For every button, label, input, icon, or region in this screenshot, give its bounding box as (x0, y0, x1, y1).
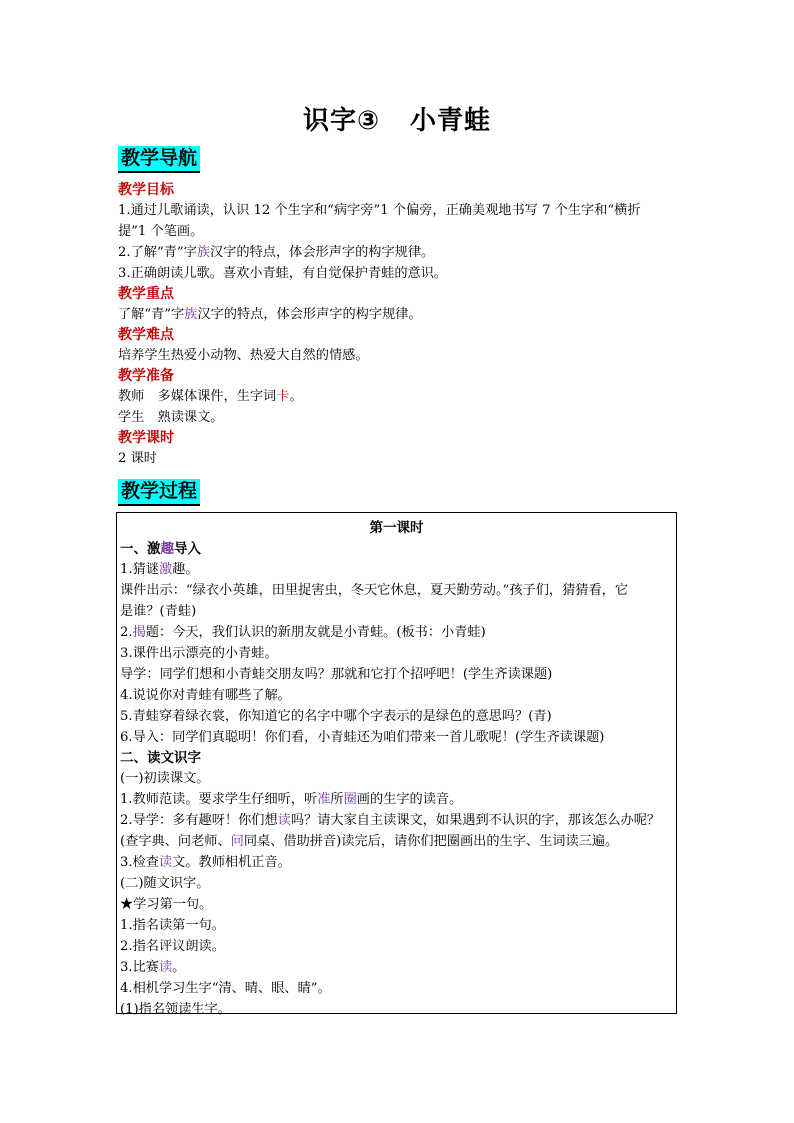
lesson-box (116, 512, 677, 1017)
lesson-line: 3.检查读文。教师相机正音。 (120, 855, 291, 870)
lesson-line: 6.导入：同学们真聪明！你们看，小青蛙还为咱们带来一首儿歌呢！(学生齐读课题) (120, 730, 605, 745)
prep-teacher: 教师 多媒体课件，生字词卡。 (118, 389, 303, 404)
lesson-line: 3.课件出示漂亮的小青蛙。 (120, 646, 278, 661)
difficulty-heading: 教学难点 (118, 327, 174, 343)
lesson-line: 是谁？(青蛙) (120, 604, 197, 619)
title-part-1: 识字③ (302, 106, 380, 136)
lesson-line: 2.揭题：今天，我们认识的新朋友就是小青蛙。(板书：小青蛙) (120, 625, 486, 640)
lesson-title: 第一课时 (369, 520, 424, 536)
lesson-line: 课件出示：“绿衣小英雄，田里捉害虫，冬天它休息，夏天勤劳动。”孩子们，猜猜看，它 (120, 583, 629, 598)
goal-1-line-2: 提”1 个笔画。 (118, 224, 204, 239)
goals-heading: 教学目标 (118, 182, 174, 198)
lesson-line: (一)初读课文。 (120, 771, 210, 786)
page-title (0, 100, 794, 137)
teaching-nav-heading: 教学导航 (118, 146, 200, 173)
lesson-line: 1.教师范读。要求学生仔细听，听准所圈画的生字的读音。 (120, 792, 463, 807)
section-2-heading: 二、读文识字 (120, 750, 201, 766)
lesson-line: (二)随文识字。 (120, 876, 210, 891)
goal-3: 3.正确朗读儿歌。喜欢小青蛙，有自觉保护青蛙的意识。 (118, 266, 448, 281)
key-points-text: 了解“青”字族汉字的特点，体会形声字的构字规律。 (118, 307, 422, 322)
prep-heading: 教学准备 (118, 368, 174, 384)
lesson-line: (1)指名领读生字。 (120, 1002, 231, 1017)
goal-2: 2.了解“青”字族汉字的特点，体会形声字的构字规律。 (118, 245, 435, 260)
teaching-process-heading: 教学过程 (118, 479, 200, 506)
lesson-line: 5.青蛙穿着绿衣裳，你知道它的名字中哪个字表示的是绿色的意思吗？(青) (120, 709, 552, 724)
lesson-line: ★学习第一句。 (120, 897, 213, 912)
prep-student: 学生 熟读课文。 (118, 410, 224, 425)
goal-1-line-1: 1.通过儿歌诵读，认识 12 个生字和“病字旁”1 个偏旁，正确美观地书写 7 个生字和“横折 (118, 203, 641, 218)
lesson-line: 导学：同学们想和小青蛙交朋友吗？那就和它打个招呼吧！(学生齐读课题) (120, 667, 553, 682)
difficulty-text: 培养学生热爱小动物、热爱大自然的情感。 (118, 348, 369, 363)
lesson-line: 4.说说你对青蛙有哪些了解。 (120, 688, 291, 703)
section-1-heading: 一、激趣导入 (120, 541, 201, 557)
teaching-nav-content (118, 180, 678, 469)
hours-heading: 教学课时 (118, 430, 174, 446)
lesson-line: 1.指名读第一句。 (120, 918, 225, 933)
lesson-line: 4.相机学习生字“清、晴、眼、睛”。 (120, 981, 331, 996)
lesson-line: 1.猜谜激趣。 (120, 562, 199, 577)
lesson-line: 2.指名评议朗读。 (120, 939, 225, 954)
lesson-line: 2.导学：多有趣呀！你们想读吗？请大家自主读课文，如果遇到不认识的字，那该怎么办呢？ (120, 813, 661, 828)
lesson-line: 3.比赛读。 (120, 960, 186, 975)
key-points-heading: 教学重点 (118, 286, 174, 302)
hours-text: 2 课时 (118, 451, 157, 466)
lesson-line: (查字典、问老师、问同桌、借助拼音)读完后，请你们把圈画出的生字、生词读三遍。 (120, 834, 619, 849)
title-part-2: 小青蛙 (410, 106, 492, 136)
